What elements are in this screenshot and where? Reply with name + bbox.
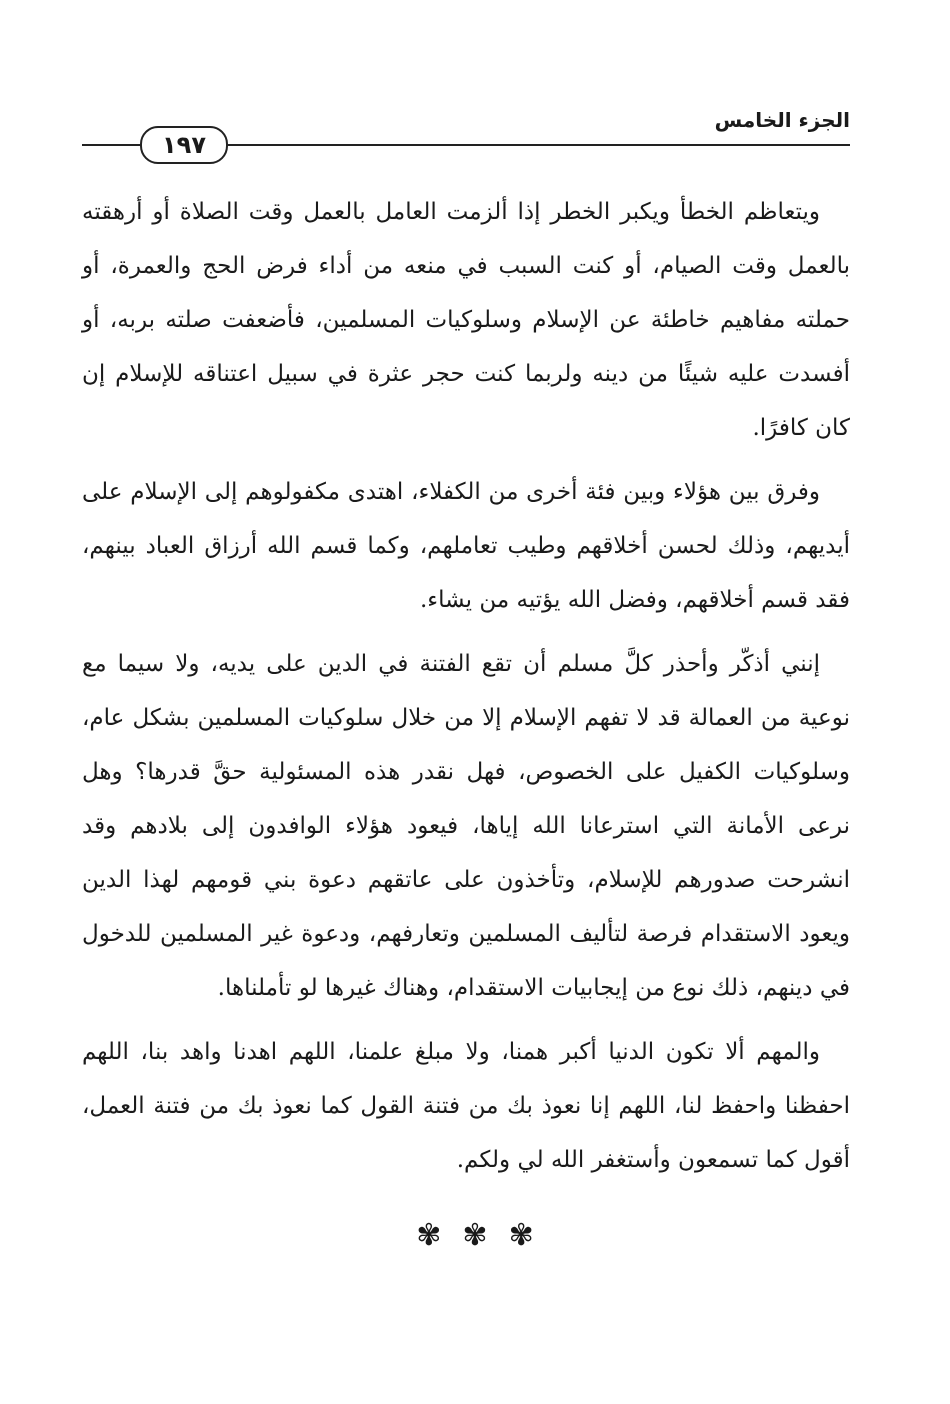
- paragraph: إنني أذكّر وأحذر كلَّ مسلم أن تقع الفتنة في الدين على يديه، ولا سيما مع نوعية من العمالة قد لا تفهم الإسلام إلا من خلال سلوكيات المسلمين بشكل عام، وسلوكيات الكفيل على الخصوص، فهل نقدر هذه المسئولية حقَّ قدرها؟ وهل نرعى الأمانة التي استرعانا الله إياها، فيعود هؤلاء الوافدون إلى بلادهم وقد انشرحت صدورهم للإسلام، وتأخذون على عاتقهم دعوة بني قومهم لهذا الدين ويعود الاستقدام فرصة لتأليف المسلمين وتعارفهم، ودعوة غير المسلمين للدخول في دينهم، ذلك نوع من إيجابيات الاستقدام، وهناك غيرها لو تأملناها.: [82, 651, 850, 1001]
- flower-ornament-icon: ✾: [462, 1218, 488, 1253]
- page-header: [82, 100, 850, 180]
- book-part-title: الجزء الخامس: [714, 108, 850, 132]
- body-text: [82, 185, 850, 1197]
- flower-ornament-icon: ✾: [416, 1218, 442, 1253]
- flower-ornament-icon: ✾: [508, 1218, 534, 1253]
- page-number-badge: ١٩٧: [140, 126, 228, 164]
- paragraph: وفرق بين هؤلاء وبين فئة أخرى من الكفلاء، اهتدى مكفولوهم إلى الإسلام على أيديهم، وذلك لحسن أخلاقهم وطيب تعاملهم، وكما قسم الله أرزاق العباد بينهم، فقد قسم أخلاقهم، وفضل الله يؤتيه من يشاء.: [82, 479, 850, 613]
- paragraph: والمهم ألا تكون الدنيا أكبر همنا، ولا مبلغ علمنا، اللهم اهدنا واهد بنا، اللهم احفظنا واحفظ لنا، اللهم إنا نعوذ بك من فتنة القول كما نعوذ بك من فتنة العمل، أقول كما تسمعون وأستغفر الله لي ولكم.: [82, 1039, 850, 1173]
- section-divider: [0, 1218, 950, 1254]
- paragraph: ويتعاظم الخطأ ويكبر الخطر إذا ألزمت العامل بالعمل وقت الصلاة أو أرهقته بالعمل وقت الصيام، أو كنت السبب في منعه من أداء فرض الحج والعمرة، أو حملته مفاهيم خاطئة عن الإسلام وسلوكيات المسلمين، فأضعفت صلته بربه، أو أفسدت عليه شيئًا من دينه ولربما كنت حجر عثرة في سبيل اعتناقه للإسلام إن كان كافرًا.: [82, 199, 851, 441]
